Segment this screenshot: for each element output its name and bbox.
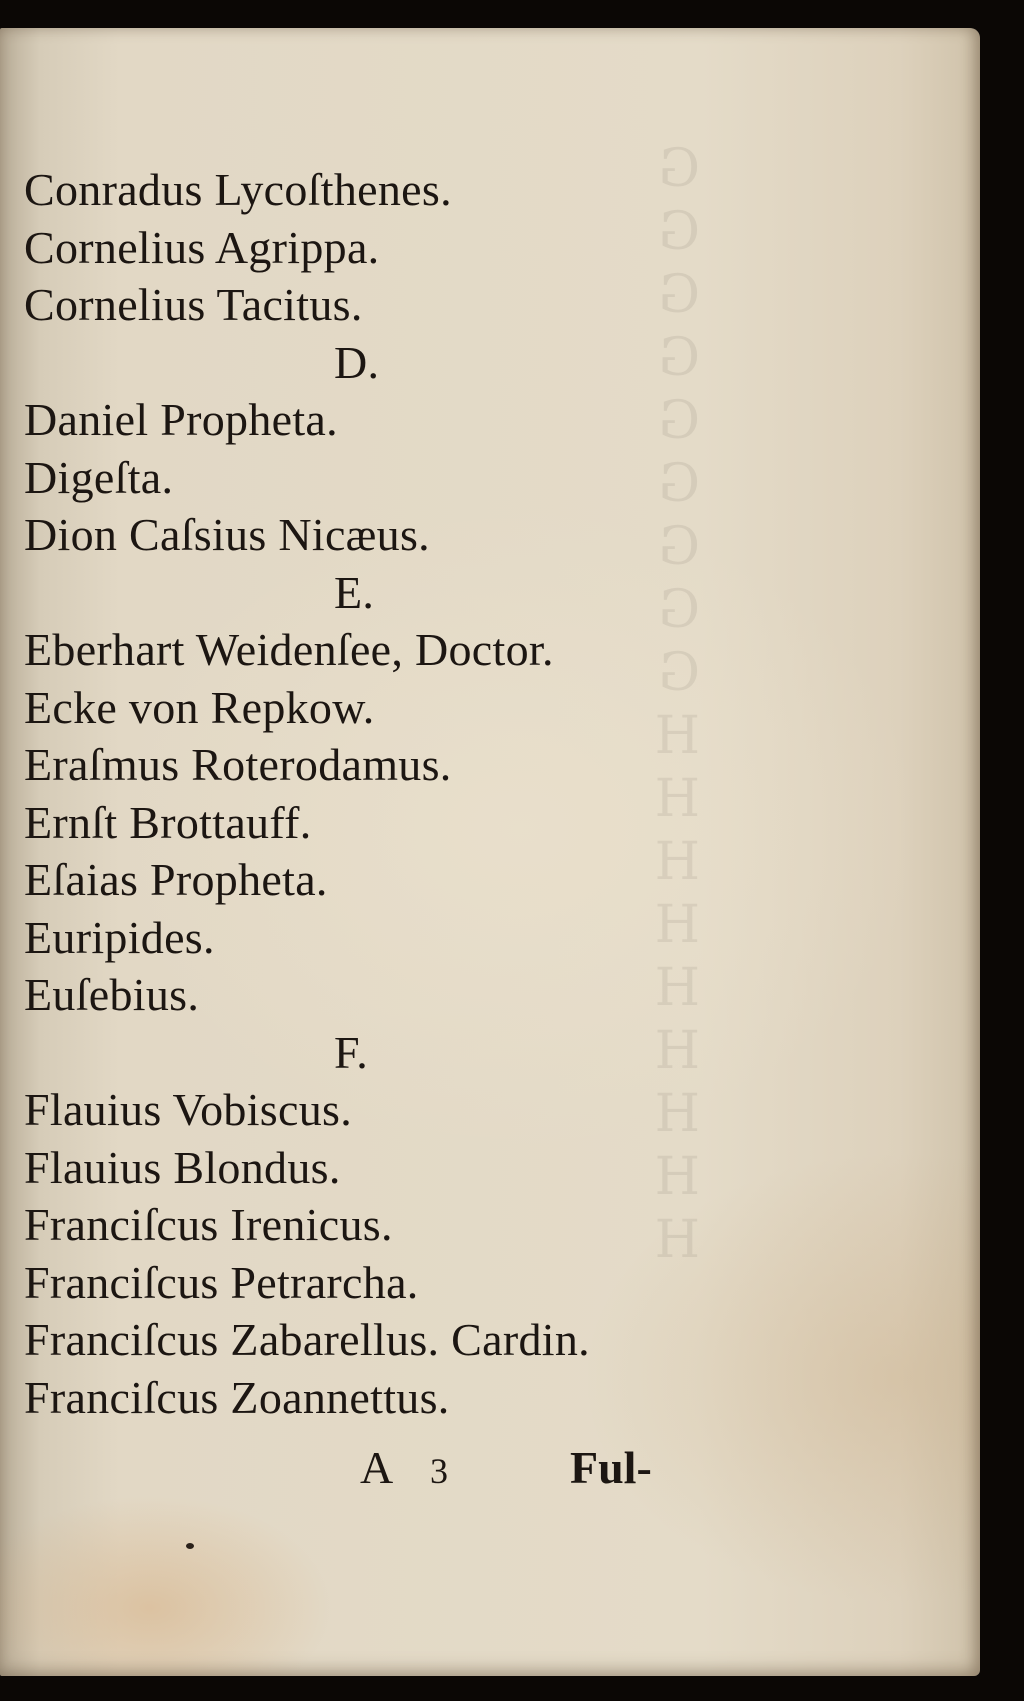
index-entry: Eberhart Weidenſee, Doctor.: [24, 624, 554, 675]
index-entry: Conradus Lycoſthenes.: [24, 164, 452, 215]
index-entry: Digeſta.: [24, 451, 174, 503]
book-page: [0, 28, 980, 1676]
index-entry: Franciſcus Zabarellus. Cardin.: [24, 1314, 590, 1365]
index-entry: Flauius Vobiscus.: [24, 1084, 353, 1135]
section-letter-heading: E.: [334, 566, 375, 618]
index-entry: Daniel Propheta.: [24, 394, 338, 445]
index-entry: Euripides.: [24, 911, 215, 963]
author-index-list: [24, 166, 590, 1431]
catchword: Ful-: [570, 1442, 652, 1493]
index-entry: Dion Caſsius Nicæus.: [24, 509, 430, 560]
index-entry: Cornelius Tacitus.: [24, 279, 363, 330]
index-entry: Eraſmus Roterodamus.: [24, 739, 452, 790]
page-footer: [360, 1440, 652, 1499]
index-entry: Eſaias Propheta.: [24, 854, 328, 905]
show-through-text: G G G G G G G G G H H H H H H H H H: [654, 139, 700, 1270]
index-entry: Flauius Blondus.: [24, 1141, 341, 1193]
index-entry: Franciſcus Zoannettus.: [24, 1371, 450, 1423]
index-entry: Franciſcus Petrarcha.: [24, 1256, 419, 1308]
signature-number: 3: [430, 1451, 448, 1491]
index-entry: Ecke von Repkow.: [24, 681, 375, 733]
index-entry: Ernſt Brottauff.: [24, 796, 312, 848]
index-entry: Franciſcus Irenicus.: [24, 1199, 393, 1250]
ink-speck: [186, 1543, 194, 1549]
index-entry: Cornelius Agrippa.: [24, 221, 380, 273]
index-entry: Euſebius.: [24, 969, 200, 1020]
section-letter-heading: D.: [334, 336, 380, 388]
signature-letter: A: [360, 1442, 394, 1493]
section-letter-heading: F.: [334, 1026, 368, 1078]
